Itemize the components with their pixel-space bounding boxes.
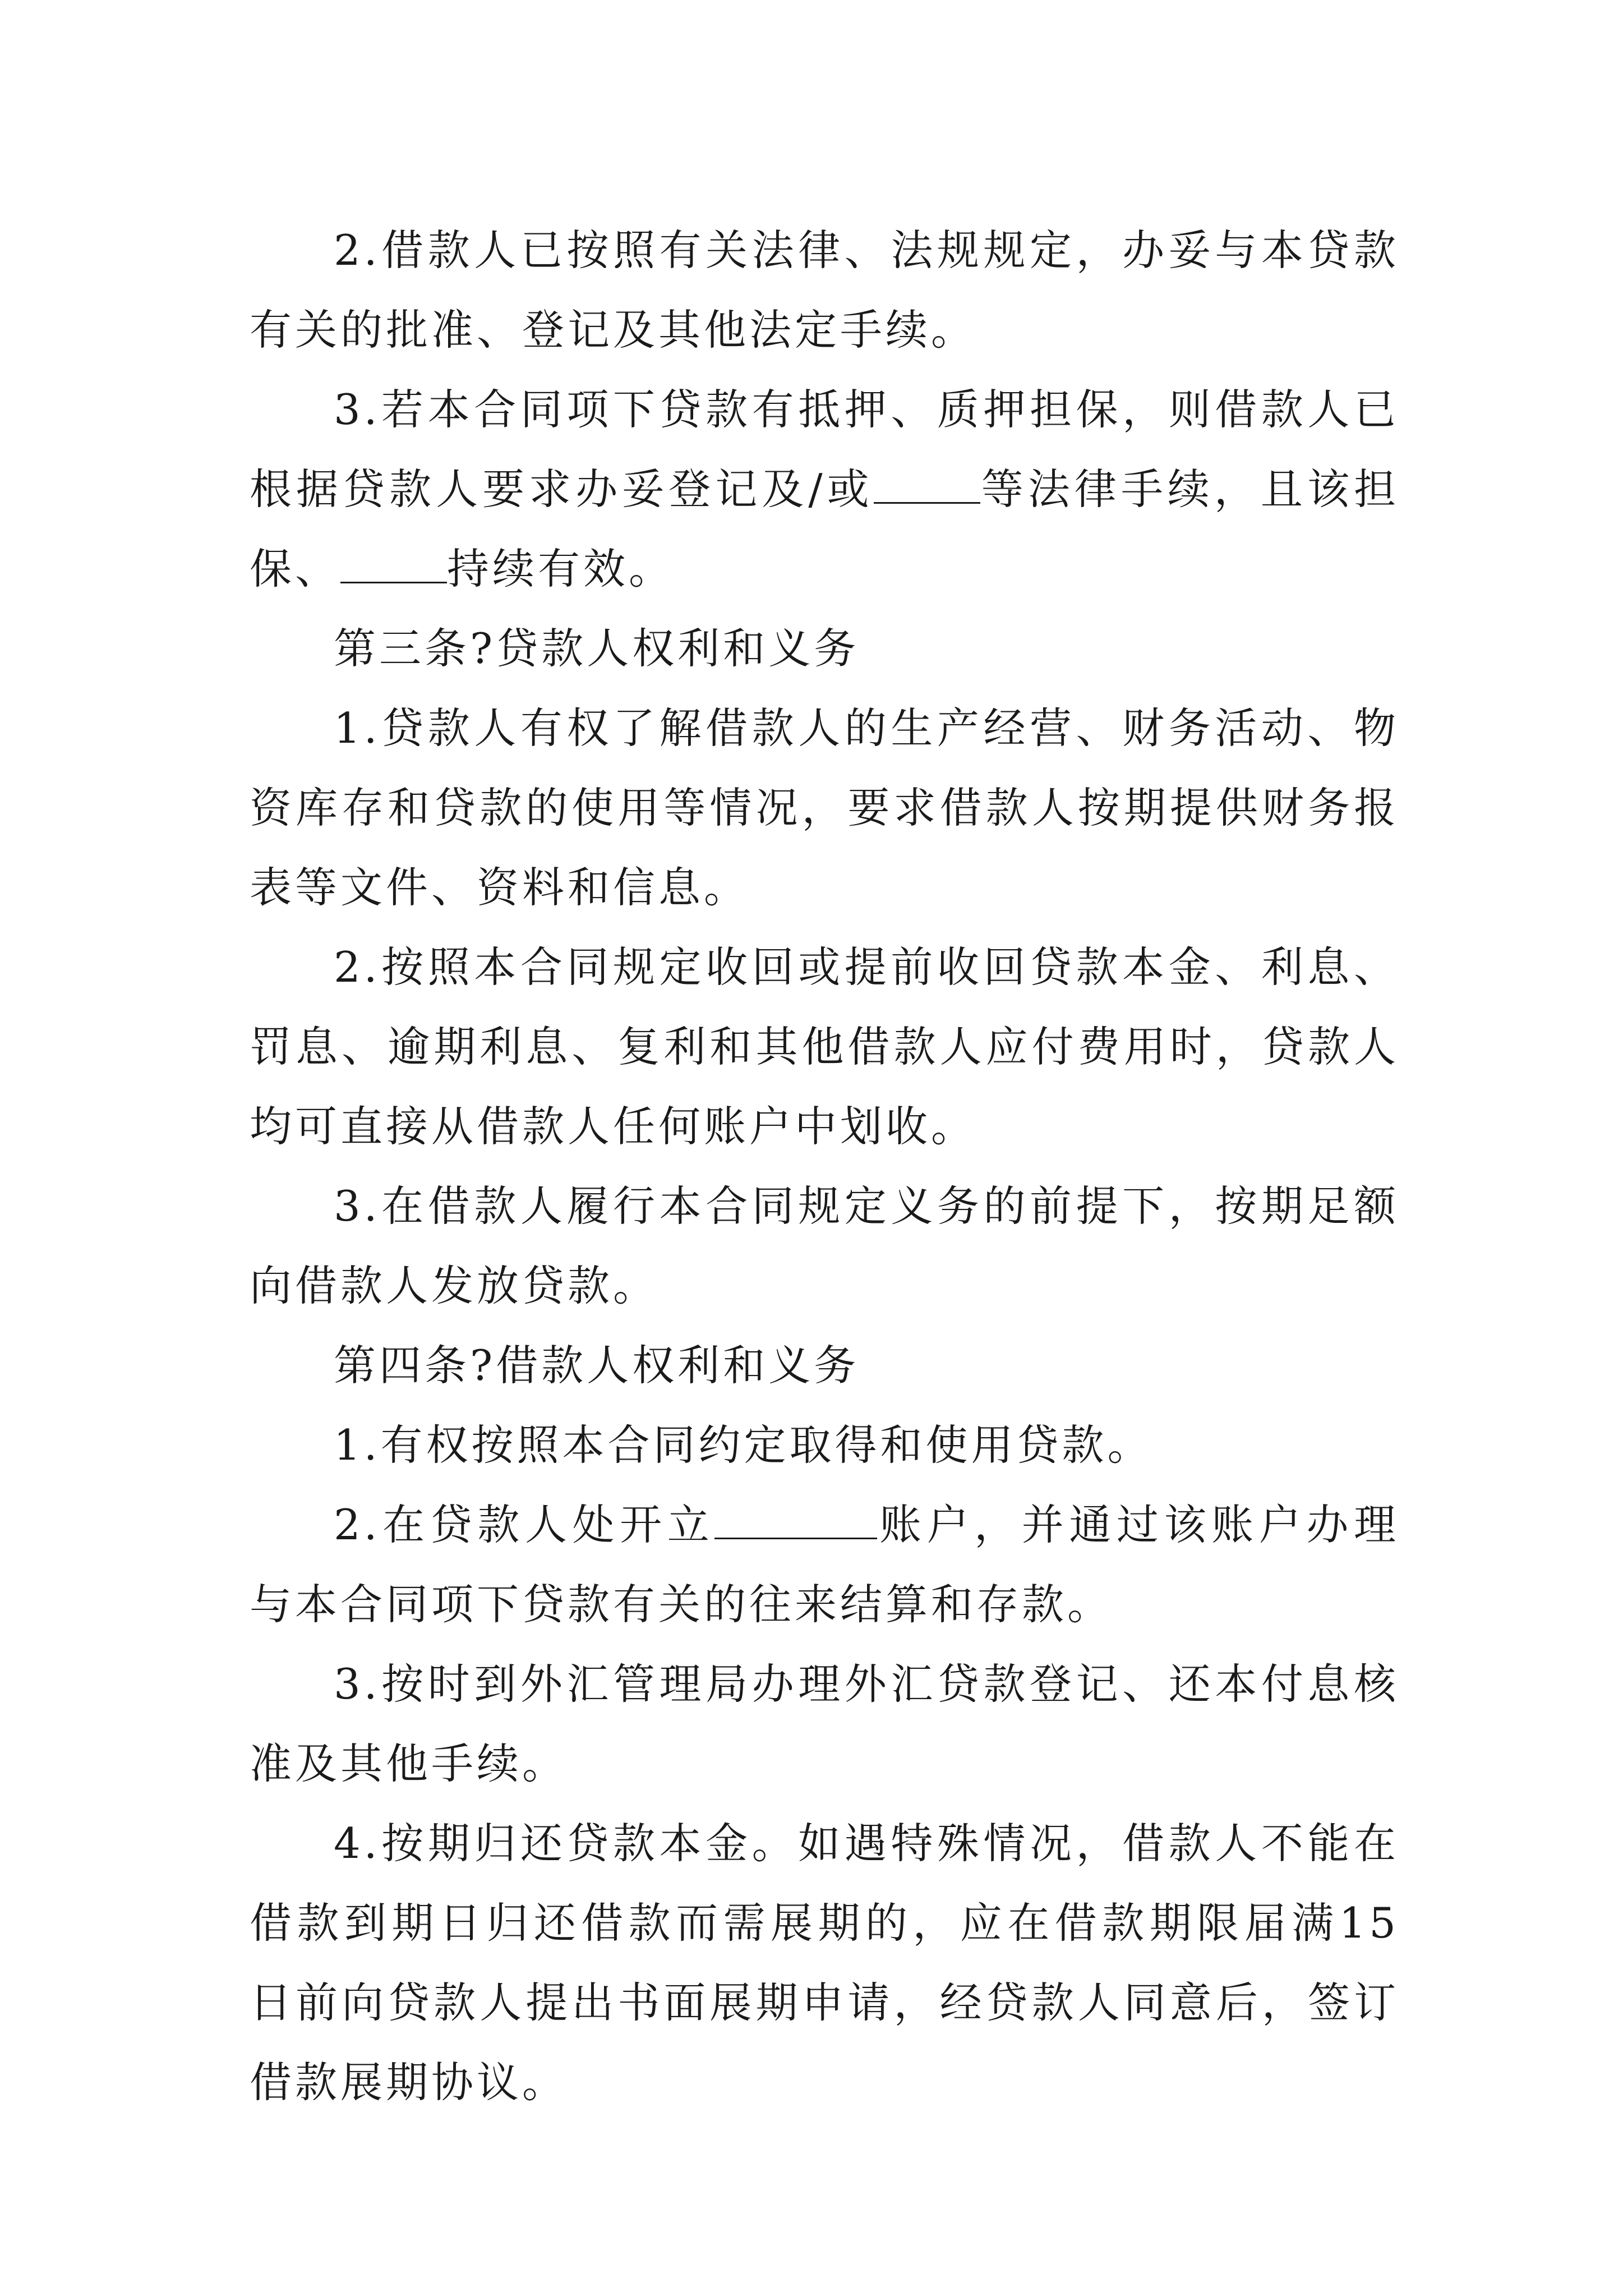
paragraph-borrower-4 xyxy=(250,1803,1399,2122)
heading-text: 第三条?贷款人权利和义务 xyxy=(334,624,860,673)
paragraph-text: 2.在贷款人处开立 xyxy=(334,1500,715,1549)
paragraph-lender-3 xyxy=(250,1166,1399,1326)
paragraph-lender-2 xyxy=(250,927,1399,1166)
paragraph-2 xyxy=(250,210,1399,370)
paragraph-borrower-1 xyxy=(250,1405,1399,1485)
paragraph-text: 3.按时到外汇管理局办理外汇贷款登记、还本付息核准及其他手续。 xyxy=(250,1659,1399,1788)
document-body xyxy=(250,210,1399,2122)
heading-text: 第四条?借款人权利和义务 xyxy=(334,1341,860,1390)
paragraph-borrower-3 xyxy=(250,1644,1399,1803)
section-heading-3 xyxy=(250,609,1399,688)
paragraph-3 xyxy=(250,370,1399,609)
fill-in-blank xyxy=(874,463,980,504)
paragraph-text: 1.有权按照本合同约定取得和使用贷款。 xyxy=(334,1420,1153,1470)
paragraph-text: 3.若本合同项下贷款有抵押、质押担保，则借款人已根据贷款人要求办妥登记及/或 xyxy=(250,385,1399,514)
paragraph-text: 等法律手续，且该担保、 xyxy=(250,464,1399,593)
paragraph-text: 持续有效。 xyxy=(447,544,675,593)
paragraph-text: 2.借款人已按照有关法律、法规规定，办妥与本贷款有关的批准、登记及其他法定手续。 xyxy=(250,226,1399,355)
paragraph-text: 1.贷款人有权了解借款人的生产经营、财务活动、物资库存和贷款的使用等情况，要求借款人按期提供财务报表等文件、资料和信息。 xyxy=(250,703,1399,912)
paragraph-text: 4.按期归还贷款本金。如遇特殊情况，借款人不能在借款到期日归还借款而需展期的，应在借款期限届满15日前向贷款人提出书面展期申请，经贷款人同意后，签订借款展期协议。 xyxy=(250,1819,1399,2107)
paragraph-borrower-2 xyxy=(250,1485,1399,1644)
paragraph-text: 3.在借款人履行本合同规定义务的前提下，按期足额向借款人发放贷款。 xyxy=(250,1181,1399,1310)
paragraph-lender-1 xyxy=(250,688,1399,927)
paragraph-text: 账户，并通过该账户办理与本合同项下贷款有关的往来结算和存款。 xyxy=(250,1500,1399,1629)
paragraph-text: 2.按照本合同规定收回或提前收回贷款本金、利息、罚息、逾期利息、复利和其他借款人应付费用时，贷款人均可直接从借款人任何账户中划收。 xyxy=(250,942,1399,1151)
fill-in-blank xyxy=(714,1498,877,1539)
fill-in-blank xyxy=(340,542,447,583)
section-heading-4 xyxy=(250,1326,1399,1405)
